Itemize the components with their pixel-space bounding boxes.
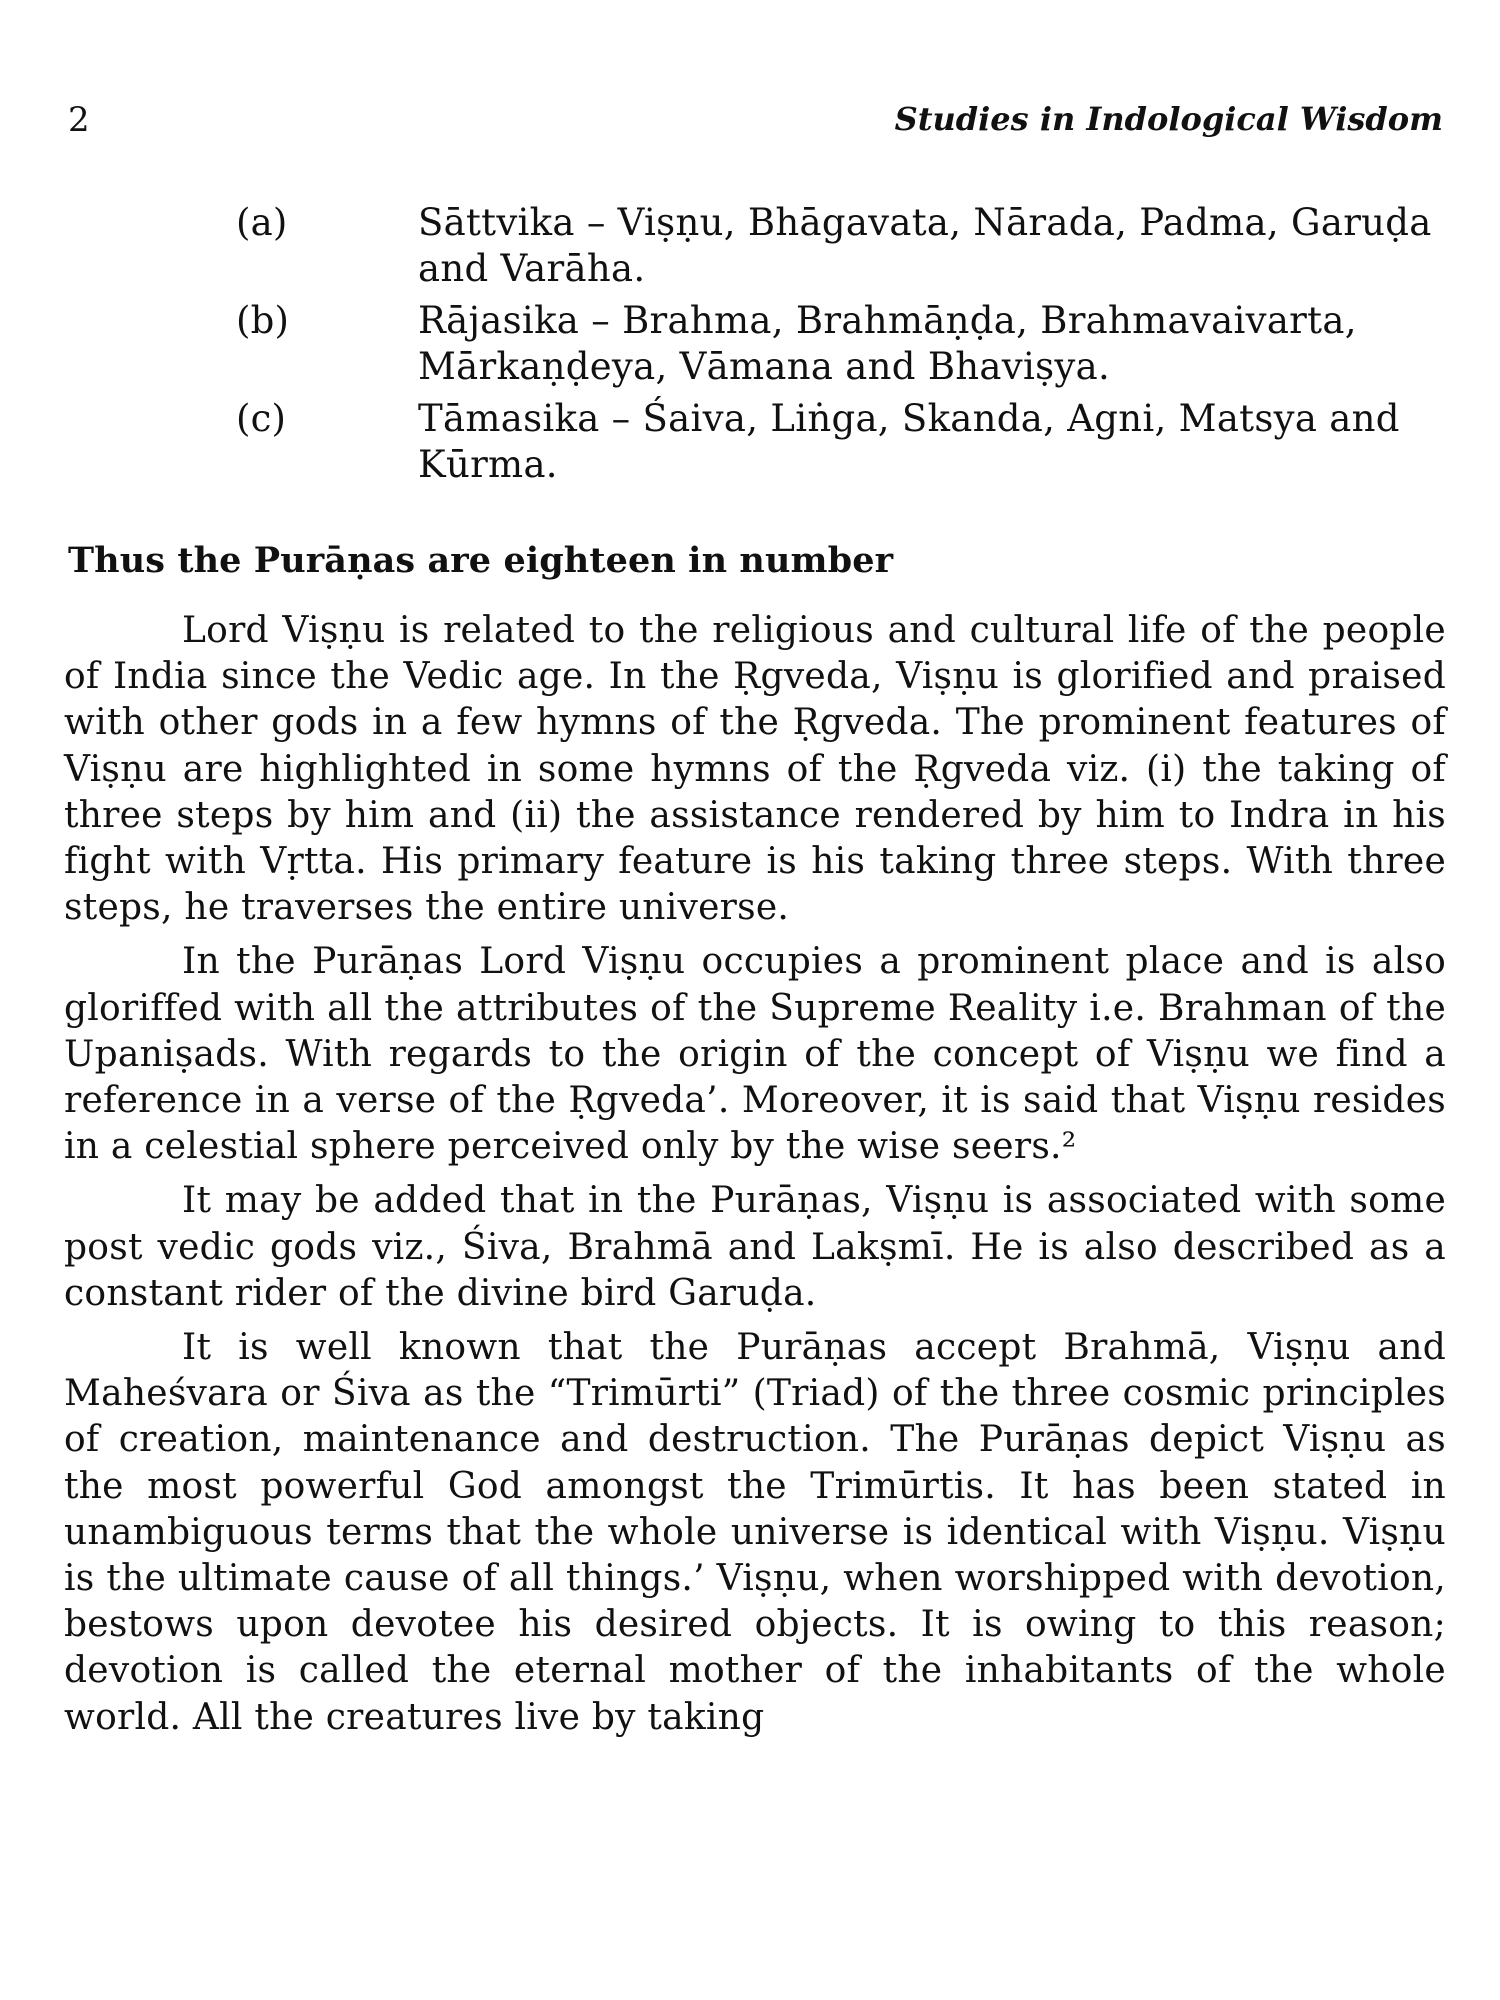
- classification-item-c: [236, 396, 1446, 488]
- section-heading: Thus the Purāṇas are eighteen in number: [68, 540, 894, 581]
- classification-label: (a): [236, 201, 288, 244]
- paragraph: It may be added that in the Purāṇas, Viṣṇu is associated with some post vedic gods viz., Śiva, Brahmā and Lakṣmī. He is also described as a constant rider of the divine bird Garuḍa.: [64, 1180, 1446, 1314]
- page-header: [68, 100, 1443, 148]
- classification-text: Sāttvika – Viṣṇu, Bhāgavata, Nārada, Padma, Garuḍa and Varāha.: [418, 201, 1432, 290]
- classification-item-a: [236, 200, 1446, 292]
- classification-label: (c): [236, 397, 287, 440]
- page-number: 2: [68, 100, 90, 140]
- classification-label: (b): [236, 299, 290, 342]
- paragraph: Lord Viṣṇu is related to the religious and cultural life of the people of India since the Vedic age. In the Ṛgveda, Viṣṇu is glorified and praised with other gods in a few hymns of the Ṛgveda. The prominent features of Viṣṇu are highlighted in some hymns of the Ṛgveda viz. (i) the taking of three steps by him and (ii) the assistance rendered by him to Indra in his fight with Vṛtta. His primary feature is his taking three steps. With three steps, he traverses the entire universe.: [64, 610, 1446, 929]
- paragraph: It is well known that the Purāṇas accept Brahmā, Viṣṇu and Maheśvara or Śiva as the “Trimūrti” (Triad) of the three cosmic principles of creation, maintenance and destruction. The Purāṇas depict Viṣṇu as the most powerful God amongst the Trimūrtis. It has been stated in unambiguous terms that the whole universe is identical with Viṣṇu. Viṣṇu is the ultimate cause of all things.’ Viṣṇu, when worshipped with devotion, bestows upon devotee his desired objects. It is owing to this reason; devotion is called the eternal mother of the inhabitants of the whole world. All the creatures live by taking: [64, 1327, 1446, 1738]
- body-text: [64, 608, 1446, 1749]
- running-title: Studies in Indological Wisdom: [894, 100, 1443, 138]
- classification-text: Rājasika – Brahma, Brahmāṇḍa, Brahmavaivarta, Mārkaṇḍeya, Vāmana and Bhaviṣya.: [418, 299, 1357, 388]
- classification-text: Tāmasika – Śaiva, Liṅga, Skanda, Agni, Matsya and Kūrma.: [418, 397, 1400, 486]
- classification-item-b: [236, 298, 1446, 390]
- purana-classification-list: [236, 200, 1446, 494]
- paragraph: In the Purāṇas Lord Viṣṇu occupies a prominent place and is also gloriffed with all the attributes of the Supreme Reality i.e. Brahman of the Upaniṣads. With regards to the origin of the concept of Viṣṇu we find a reference in a verse of the Ṛgveda’. Moreover, it is said that Viṣṇu resides in a celestial sphere perceived only by the wise seers.²: [64, 941, 1446, 1168]
